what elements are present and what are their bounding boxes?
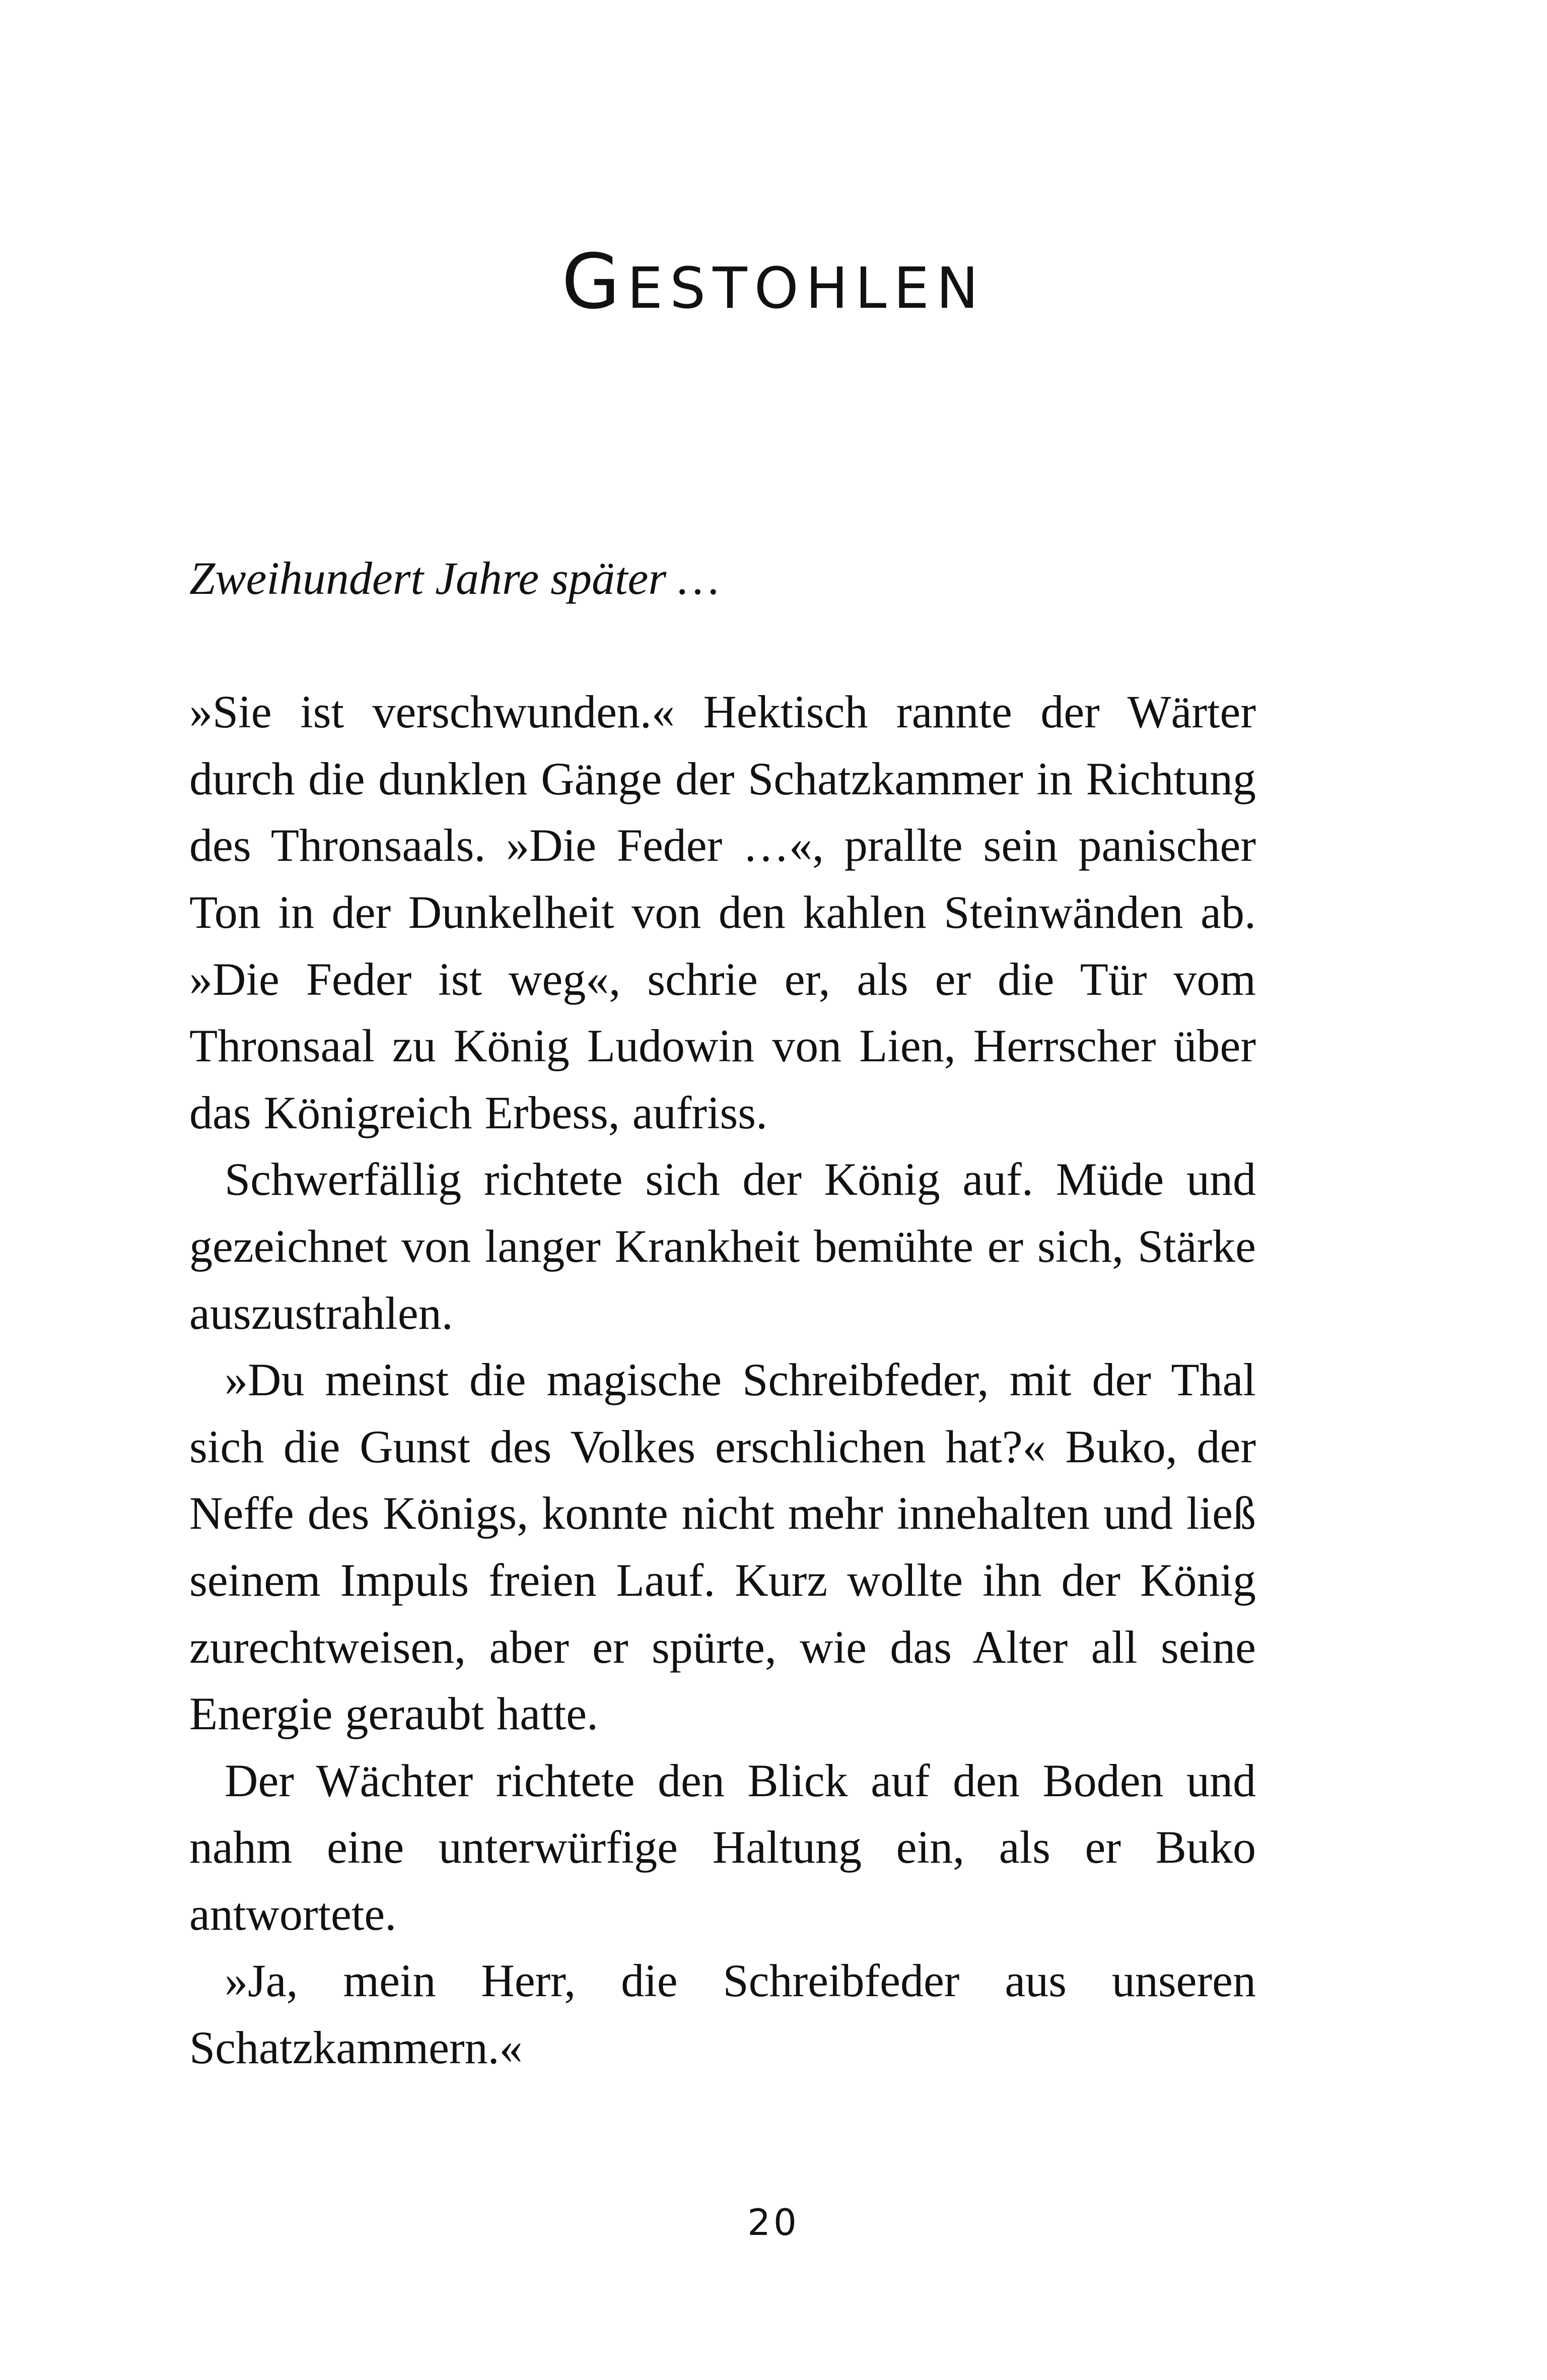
paragraph-2: Schwerfällig richtete sich der König auf. Müde und gezeichnet von langer Krankheit bemühte er sich, Stärke auszustrahlen.	[189, 1153, 1256, 1339]
paragraph-5: »Ja, mein Herr, die Schreibfeder aus unseren Schatzkammern.«	[189, 1955, 1256, 2074]
page-number: 20	[747, 2201, 800, 2243]
paragraph-spacer	[189, 612, 1256, 679]
paragraph-1: »Sie ist verschwunden.« Hektisch rannte der Wärter durch die dunklen Gänge der Schatzkammer in Richtung des Thronsaals. »Die Feder …«, prallte sein panischer Ton in der Dunkelheit von den kahlen Steinwänden ab. »Die Feder ist weg«, schrie er, als er die Tür vom Thronsaal zu König Ludowin von Lien, Herrscher über das Königreich Erbess, aufriss.	[189, 686, 1256, 1138]
chapter-title-initial: G	[561, 238, 627, 326]
paragraph-4: Der Wächter richtete den Blick auf den Boden und nahm eine unterwürfige Haltung ein, als er Buko antwortete.	[189, 1754, 1256, 1940]
paragraph-3: »Du meinst die magische Schreibfeder, mit der Thal sich die Gunst des Volkes erschlichen hat?« Buko, der Neffe des Königs, konnte nicht mehr innehalten und ließ seinem Impuls freien Lauf. Kurz wollte ihn der König zurechtweisen, aber er spürte, wie das Alter all seine Energie geraubt hatte.	[189, 1354, 1256, 1740]
chapter-title	[0, 237, 1547, 334]
chapter-subtitle: Zweihundert Jahre später …	[189, 553, 719, 604]
body-text	[189, 545, 1256, 2081]
chapter-title-rest: ESTOHLEN	[627, 256, 986, 321]
